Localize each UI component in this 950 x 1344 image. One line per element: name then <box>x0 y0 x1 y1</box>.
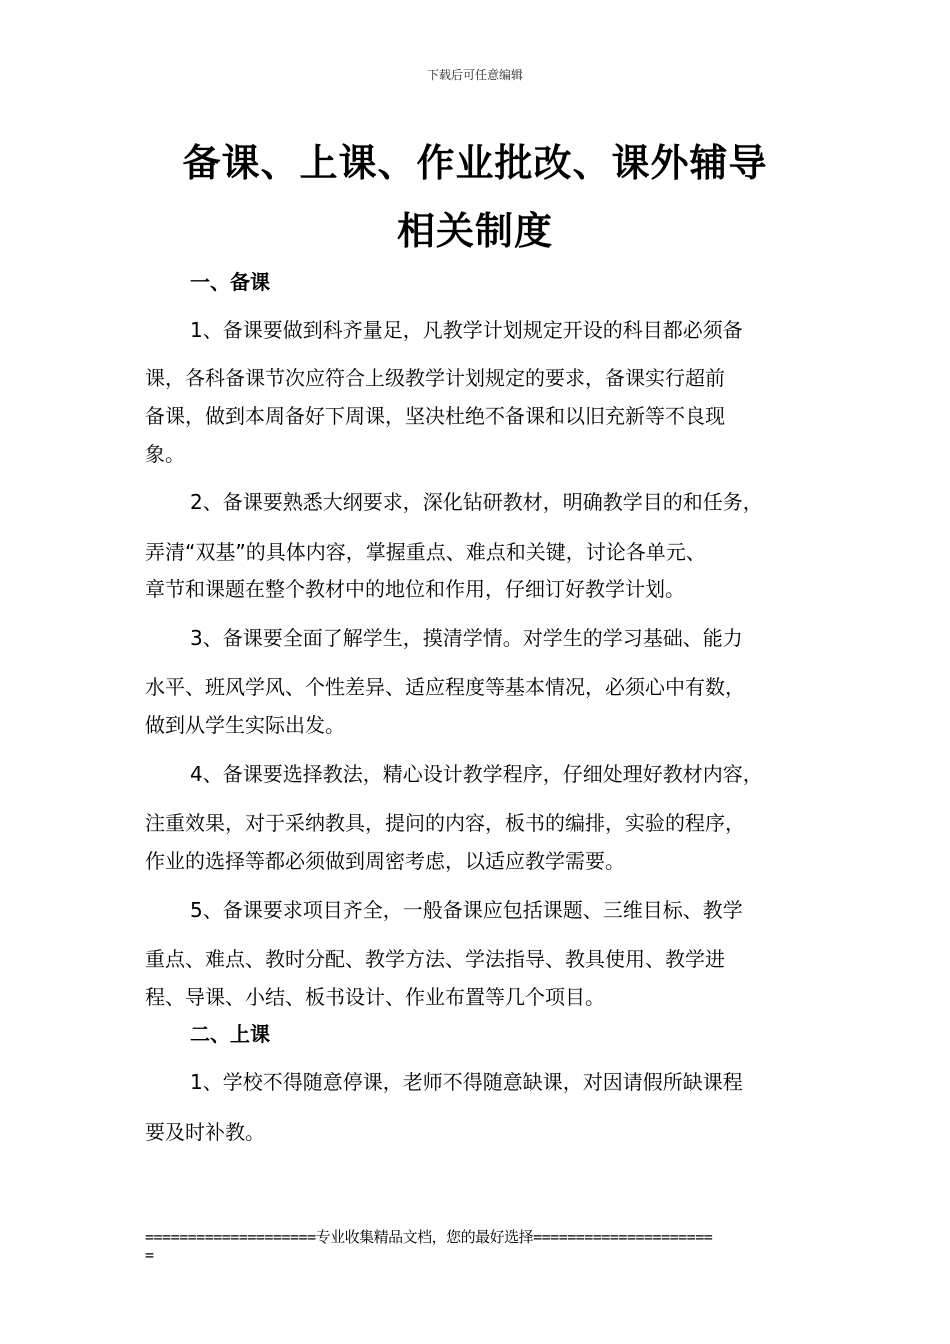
paragraph-line: 注重效果，对于采纳教具，提问的内容，板书的编排，实验的程序， <box>145 811 745 835</box>
paragraph-line: 5、备课要求项目齐全，一般备课应包括课题、三维目标、教学 <box>190 898 743 922</box>
header-note: 下载后可任意编辑 <box>426 68 523 82</box>
paragraph-line: 1、学校不得随意停课，老师不得随意缺课，对因请假所缺课程 <box>190 1070 743 1094</box>
paragraph-line: 象。 <box>145 442 185 466</box>
document-title-line-2: 相关制度 <box>396 209 553 253</box>
paragraph-line: 课，各科备课节次应符合上级教学计划规定的要求，备课实行超前 <box>145 366 725 390</box>
paragraph-line: 做到从学生实际出发。 <box>145 713 345 737</box>
section-heading-class: 二、上课 <box>190 1022 270 1046</box>
paragraph-line: 水平、班风学风、个性差异、适应程度等基本情况，必须心中有数， <box>145 675 745 699</box>
footer-banner: ====================专业收集精品文档，您的最好选择===================== <box>145 1228 713 1246</box>
paragraph-line: 要及时补教。 <box>145 1120 265 1144</box>
paragraph-line: 章节和课题在整个教材中的地位和作用，仔细订好教学计划。 <box>145 577 685 601</box>
paragraph-line: 弄清“双基”的具体内容，掌握重点、难点和关键，讨论各单元、 <box>145 540 706 564</box>
paragraph-line: 3、备课要全面了解学生，摸清学情。对学生的学习基础、能力 <box>190 626 743 650</box>
paragraph-line: 程、导课、小结、板书设计、作业布置等几个项目。 <box>145 985 605 1009</box>
footer-banner-tail: = <box>145 1246 155 1264</box>
section-heading-prepare: 一、备课 <box>190 270 270 294</box>
paragraph-line: 4、备课要选择教法，精心设计教学程序，仔细处理好教材内容， <box>190 762 763 786</box>
document-title-line-1: 备课、上课、作业批改、课外辅导 <box>182 141 768 185</box>
paragraph-line: 2、备课要熟悉大纲要求，深化钻研教材，明确教学目的和任务， <box>190 490 763 514</box>
paragraph-line: 备课，做到本周备好下周课，坚决杜绝不备课和以旧充新等不良现 <box>145 404 725 428</box>
paragraph-line: 1、备课要做到科齐量足，凡教学计划规定开设的科目都必须备 <box>190 318 743 342</box>
paragraph-line: 作业的选择等都必须做到周密考虑，以适应教学需要。 <box>145 849 625 873</box>
paragraph-line: 重点、难点、教时分配、教学方法、学法指导、教具使用、教学进 <box>145 947 725 971</box>
